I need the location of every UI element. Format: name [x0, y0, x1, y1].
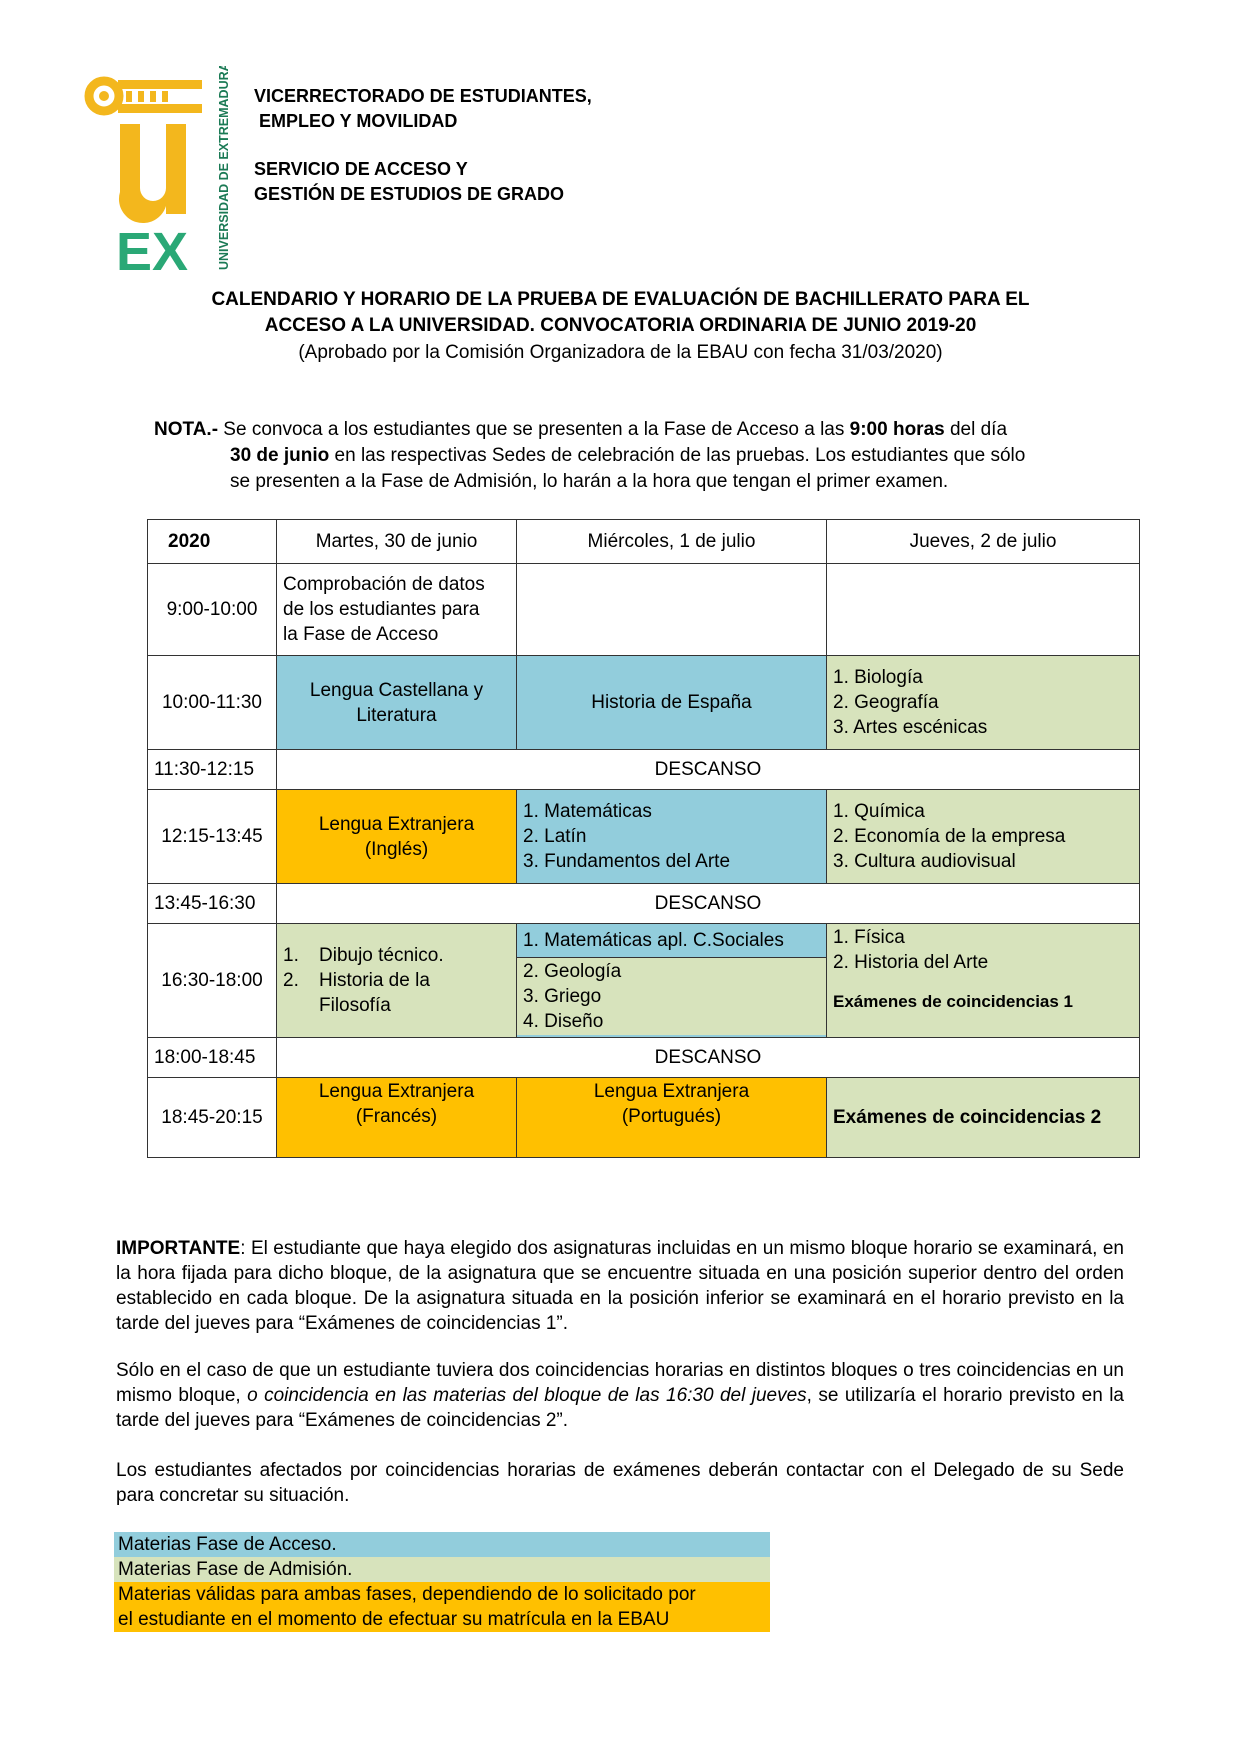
subject-cell: 1. 2. Dibujo técnico. Historia de la Filosofía — [277, 924, 517, 1038]
subject-cell: Exámenes de coincidencias 2 — [827, 1078, 1140, 1158]
subject-item: 1. Matemáticas apl. C.Sociales — [517, 927, 826, 958]
year-cell: 2020 — [148, 520, 277, 564]
break-row — [148, 750, 1140, 790]
time-cell: 18:45-20:15 — [148, 1078, 277, 1158]
nota-paragraph: NOTA.- Se convoca a los estudiantes que se presenten a la Fase de Acceso a las 9:00 horas del día 30 de junio en las respectivas Sedes de celebración de las pruebas. Los estudiantes que sólo se presenten a la Fase de Admisión, lo harán a la hora que tengan el primer examen. — [154, 419, 1026, 492]
importante-paragraph: IMPORTANTE: El estudiante que haya elegido dos asignaturas incluidas en un mismo bloque horario se examinará, en la hora fijada para dicho bloque, de la asignatura que se encuentre situada en una posición superior dentro del orden establecido en cada bloque. De la asignatura situada en la posición inferior se examinará en el horario previsto en la tarde del jueves para “Exámenes de coincidencias 1”. — [116, 1238, 1124, 1334]
subject-cell: Lengua Extranjera (Francés) — [277, 1078, 517, 1158]
subject-cell: Lengua Extranjera (Inglés) — [277, 790, 517, 884]
contacto-paragraph: Los estudiantes afectados por coincidencias horarias de exámenes deberán contactar con el Delegado de su Sede para concretar su situación. — [116, 1460, 1124, 1506]
subject-cell: 1. Matemáticas 2. Latín 3. Fundamentos del Arte — [517, 790, 827, 884]
table-row — [148, 924, 1140, 1038]
break-cell: DESCANSO — [277, 1038, 1140, 1078]
subject-cell: Lengua Extranjera (Portugués) — [517, 1078, 827, 1158]
subject-cell: Lengua Castellana y Literatura — [277, 656, 517, 750]
servicio-heading: SERVICIO DE ACCESO Y GESTIÓN DE ESTUDIOS DE GRADO — [254, 159, 565, 204]
table-row — [148, 656, 1140, 750]
legend-acceso: Materias Fase de Acceso. — [114, 1532, 770, 1557]
day-header: Jueves, 2 de julio — [827, 520, 1140, 564]
break-row — [148, 884, 1140, 924]
legend-admision: Materias Fase de Admisión. — [114, 1557, 770, 1582]
schedule-table — [147, 519, 1140, 1158]
table-row — [148, 1078, 1140, 1158]
day-header: Martes, 30 de junio — [277, 520, 517, 564]
vicerrectorado-heading: VICERRECTORADO DE ESTUDIANTES, EMPLEO Y MOVILIDAD — [254, 86, 592, 131]
svg-text:UNIVERSIDAD DE EXTREMADURA: UNIVERSIDAD DE EXTREMADURA — [217, 66, 231, 270]
time-cell: 18:00-18:45 — [148, 1038, 277, 1078]
break-cell: DESCANSO — [277, 884, 1140, 924]
table-row — [148, 790, 1140, 884]
time-cell: 13:45-16:30 — [148, 884, 277, 924]
subject-cell: Historia de España — [517, 656, 827, 750]
time-cell: 11:30-12:15 — [148, 750, 277, 790]
time-cell: 16:30-18:00 — [148, 924, 277, 1038]
subject-cell: 1. Química 2. Economía de la empresa 3. Cultura audiovisual — [827, 790, 1140, 884]
document-subtitle: (Aprobado por la Comisión Organizadora de la EBAU con fecha 31/03/2020) — [298, 342, 943, 363]
university-logo — [82, 66, 242, 272]
document-title: CALENDARIO Y HORARIO DE LA PRUEBA DE EVALUACIÓN DE BACHILLERATO PARA EL ACCESO A LA UNIVERSIDAD. CONVOCATORIA ORDINARIA DE JUNIO 2019-20 — [211, 289, 1030, 336]
time-cell: 12:15-13:45 — [148, 790, 277, 884]
subject-cell: Comprobación de datos de los estudiantes para la Fase de Acceso — [277, 564, 517, 656]
table-header-row — [148, 520, 1140, 564]
coincidencias-paragraph: Sólo en el caso de que un estudiante tuviera dos coincidencias horarias en distintos bloques o tres coincidencias en un mismo bloque, o coincidencia en las materias del bloque de las 16:30 del jueves, se utilizaría el horario previsto en la tarde del jueves para “Exámenes de coincidencias 2”. — [116, 1360, 1124, 1431]
legend-ambas: Materias válidas para ambas fases, dependiendo de lo solicitado por el estudiante en el momento de efectuar su matrícula en la EBAU — [114, 1582, 770, 1632]
empty-cell — [517, 564, 827, 656]
subject-cell: 1. Biología 2. Geografía 3. Artes escénicas — [827, 656, 1140, 750]
table-row — [148, 564, 1140, 656]
svg-text:EX: EX — [116, 222, 189, 272]
subject-cell: 1. Física 2. Historia del Arte Exámenes de coincidencias 1 — [827, 924, 1140, 1038]
break-row — [148, 1038, 1140, 1078]
break-cell: DESCANSO — [277, 750, 1140, 790]
empty-cell — [827, 564, 1140, 656]
day-header: Miércoles, 1 de julio — [517, 520, 827, 564]
time-cell: 9:00-10:00 — [148, 564, 277, 656]
subject-cell: 1. Matemáticas apl. C.Sociales 2. Geología 3. Griego 4. Diseño — [517, 924, 827, 1038]
time-cell: 10:00-11:30 — [148, 656, 277, 750]
